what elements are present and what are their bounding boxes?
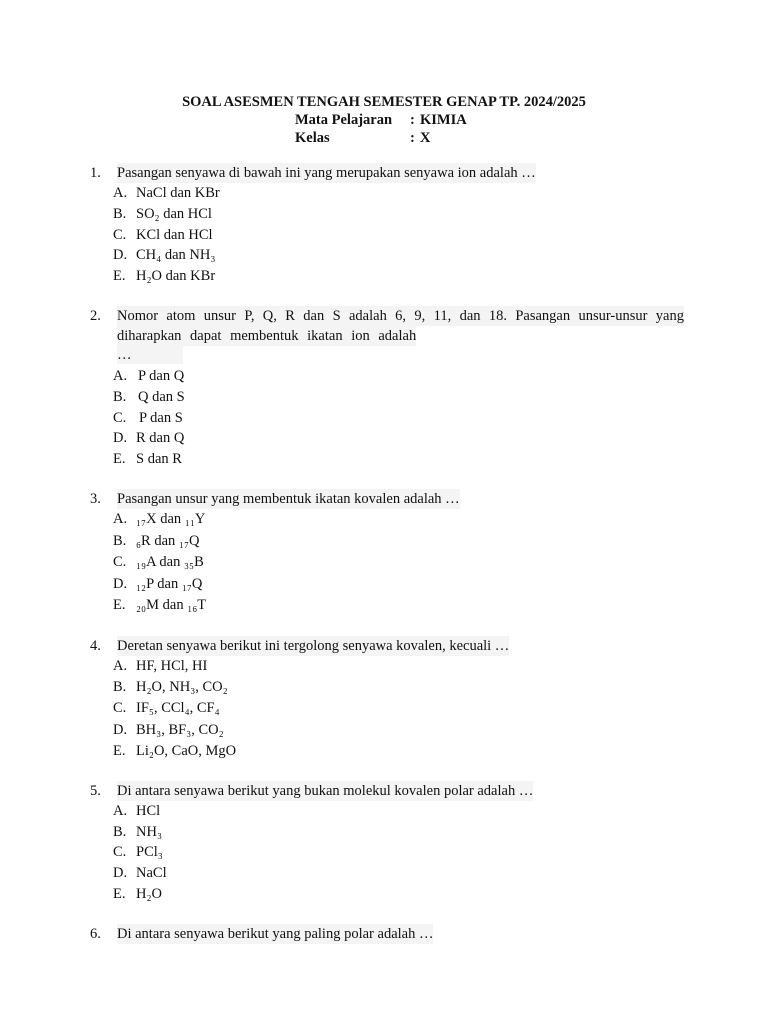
- class-row: [0, 129, 768, 147]
- option-b[interactable]: [0, 204, 768, 225]
- question-number: 4.: [90, 637, 101, 654]
- option-text: S dan R: [136, 451, 182, 468]
- question-text: Deretan senyawa berikut ini tergolong senyawa kovalen, kecuali …: [117, 637, 510, 654]
- question-1: [0, 163, 768, 287]
- option-list: [0, 801, 768, 905]
- option-a[interactable]: [0, 183, 768, 204]
- option-e[interactable]: [0, 741, 768, 762]
- question-number: 3.: [90, 490, 101, 507]
- option-letter: B.: [113, 532, 127, 549]
- document-header: [0, 93, 768, 147]
- option-text: H₂O: [136, 886, 162, 903]
- question-5: [0, 781, 768, 905]
- option-text: BH₃, BF₃, CO₂: [136, 721, 224, 738]
- option-letter: C.: [113, 844, 127, 861]
- option-e[interactable]: [0, 595, 768, 617]
- option-letter: E.: [113, 742, 126, 759]
- option-e[interactable]: [0, 884, 768, 905]
- question-2: [0, 306, 768, 470]
- option-text: PCl₃: [136, 844, 163, 861]
- option-c[interactable]: [0, 552, 768, 574]
- option-list: [0, 509, 768, 617]
- option-text: ₂₀M dan ₁₆T: [136, 597, 207, 614]
- option-text: NaCl dan KBr: [136, 185, 220, 201]
- option-letter: E.: [113, 597, 126, 614]
- option-text: IF₅, CCl₄, CF₄: [136, 700, 220, 717]
- option-d[interactable]: [0, 245, 768, 266]
- class-value: X: [420, 130, 431, 146]
- option-text: HCl: [136, 802, 161, 819]
- question-list: [0, 163, 768, 944]
- option-letter: D.: [113, 575, 128, 592]
- option-e[interactable]: [0, 266, 768, 287]
- option-text: HF, HCl, HI: [136, 657, 208, 674]
- option-list: [0, 366, 768, 470]
- option-d[interactable]: [0, 428, 768, 449]
- option-d[interactable]: [0, 720, 768, 741]
- question-text-line-2: diharapkan dapat membentuk ikatan ion adalah: [117, 327, 417, 344]
- option-letter: A.: [113, 657, 128, 674]
- option-text: ₆R dan ₁₇Q: [136, 532, 200, 549]
- option-letter: A.: [113, 367, 128, 384]
- option-b[interactable]: [0, 387, 768, 408]
- question-4: [0, 636, 768, 762]
- option-b[interactable]: [0, 822, 768, 843]
- question-number: 5.: [90, 782, 101, 799]
- question-text-line-1: Nomor atom unsur P, Q, R dan S adalah 6, 9, 11, dan 18. Pasangan unsur-unsur yang: [117, 307, 684, 324]
- option-text: NaCl: [136, 865, 167, 882]
- option-text: P dan S: [139, 409, 183, 426]
- question-number: 2.: [90, 307, 101, 324]
- option-text: KCl dan HCl: [136, 226, 213, 243]
- option-letter: D.: [113, 721, 128, 738]
- option-c[interactable]: [0, 842, 768, 863]
- option-text: Q dan S: [138, 388, 185, 405]
- class-label: Kelas: [295, 130, 330, 146]
- option-letter: A.: [113, 185, 128, 201]
- question-number: 6.: [90, 925, 101, 942]
- option-letter: D.: [113, 247, 128, 264]
- option-letter: B.: [113, 205, 127, 222]
- option-text: SO₂ dan HCl: [136, 205, 212, 222]
- question-number: 1.: [90, 165, 101, 181]
- question-text: Pasangan senyawa di bawah ini yang merupakan senyawa ion adalah …: [117, 165, 536, 181]
- option-a[interactable]: [0, 509, 768, 531]
- option-letter: D.: [113, 865, 128, 882]
- option-letter: D.: [113, 430, 128, 447]
- option-b[interactable]: [0, 531, 768, 553]
- class-separator: :: [410, 130, 415, 146]
- subject-label: Mata Pelajaran: [295, 112, 393, 128]
- option-letter: E.: [113, 886, 126, 903]
- question-3: [0, 489, 768, 617]
- option-a[interactable]: [0, 366, 768, 387]
- option-letter: C.: [113, 226, 127, 243]
- option-text: P dan Q: [138, 367, 185, 384]
- question-text: Di antara senyawa berikut yang paling polar adalah …: [117, 925, 434, 942]
- option-letter: B.: [113, 679, 127, 696]
- option-letter: C.: [113, 554, 127, 571]
- option-list: [0, 183, 768, 287]
- option-d[interactable]: [0, 574, 768, 596]
- option-c[interactable]: [0, 225, 768, 246]
- question-text: Pasangan unsur yang membentuk ikatan kovalen adalah …: [117, 490, 460, 507]
- option-b[interactable]: [0, 677, 768, 698]
- option-d[interactable]: [0, 863, 768, 884]
- question-text-line-3: …: [117, 346, 183, 364]
- option-text: ₁₂P dan ₁₇Q: [136, 575, 203, 592]
- option-letter: A.: [113, 510, 128, 527]
- option-text: H₂O, NH₃, CO₂: [136, 679, 228, 696]
- subject-separator: :: [410, 112, 415, 128]
- option-text: R dan Q: [136, 430, 185, 447]
- option-a[interactable]: [0, 801, 768, 822]
- option-letter: E.: [113, 268, 126, 285]
- option-text: Li₂O, CaO, MgO: [136, 742, 237, 759]
- option-text: ₁₇X dan ₁₁Y: [136, 510, 206, 527]
- option-letter: C.: [113, 409, 127, 426]
- option-a[interactable]: [0, 656, 768, 677]
- option-letter: B.: [113, 823, 127, 840]
- subject-value: KIMIA: [420, 112, 467, 128]
- option-letter: E.: [113, 451, 126, 468]
- question-text: Di antara senyawa berikut yang bukan molekul kovalen polar adalah …: [117, 782, 534, 799]
- option-letter: A.: [113, 802, 128, 819]
- subject-row: [0, 111, 768, 129]
- question-6: [0, 924, 768, 944]
- option-letter: C.: [113, 700, 127, 717]
- option-text: H₂O dan KBr: [136, 268, 216, 285]
- option-c[interactable]: [0, 698, 768, 719]
- option-text: CH₄ dan NH₃: [136, 247, 216, 264]
- option-e[interactable]: [0, 449, 768, 470]
- option-c[interactable]: [0, 408, 768, 429]
- option-list: [0, 656, 768, 762]
- exam-title: SOAL ASESMEN TENGAH SEMESTER GENAP TP. 2024/2025: [182, 94, 586, 110]
- option-text: ₁₉A dan ₃₅B: [136, 554, 204, 571]
- option-letter: B.: [113, 388, 127, 405]
- option-text: NH₃: [136, 823, 162, 840]
